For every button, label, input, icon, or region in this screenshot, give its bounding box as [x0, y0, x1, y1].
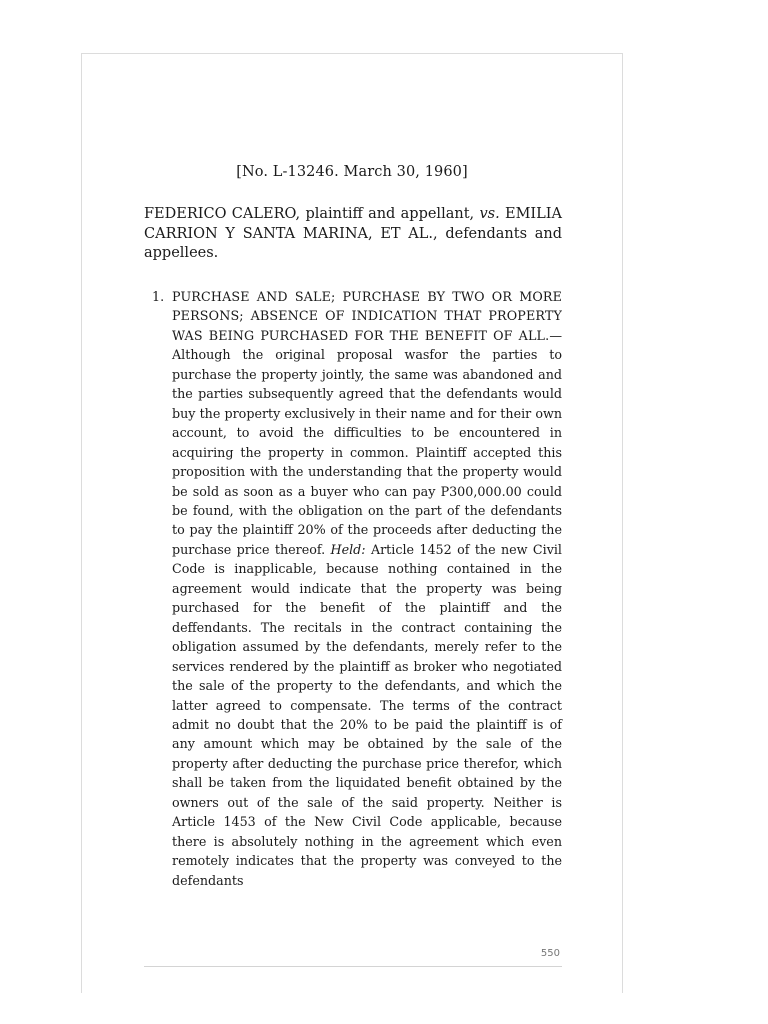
case-parties — [144, 205, 562, 264]
case-number: [No. L-13246. March 30, 1960] — [236, 164, 468, 180]
plaintiff-name: FEDERICO CALERO — [144, 206, 296, 222]
held-label: Held: — [330, 541, 366, 557]
footer-divider — [144, 966, 562, 967]
defendant-role: , defendants and appellees. — [144, 225, 562, 261]
syllabus-heading: PURCHASE AND SALE; PURCHASE BY TWO OR MORE PERSONS; ABSENCE OF INDICATION THAT PROPERTY WAS BEING PURCHASED FOR THE BENEFIT OF ALL. — [172, 289, 562, 343]
defendant-name: EMILIA CARRION Y SANTA MARINA, ET AL. — [144, 206, 562, 242]
syllabus-text: —Although the original proposal wasfor the parties to purchase the property jointly, the same was abandoned and the parties subsequently agreed that the defendants would buy the property exclusively in their name and for their own account, to avoid the difficulties to be encountered in acquiring the property in common. Plaintiff accepted this proposition with the understanding that the property would be sold as soon as a buyer who can pay P300,000.00 could be found, with the obligation on the part of the defendants to pay the plaintiff 20% of the proceeds after deducting the purchase price thereof. — [172, 327, 562, 557]
versus-label: vs. — [479, 206, 500, 222]
syllabus-item — [152, 287, 562, 890]
plaintiff-role: , plaintiff and appellant, — [295, 206, 480, 222]
syllabus-number: 1. — [152, 289, 165, 304]
syllabus-held-text: Article 1452 of the new Civil Code is inapplicable, because nothing contained in the agreement would indicate that the property was being purchased for the benefit of the plaintiff and the deffendants. The recitals in the contract containing the obligation assumed by the defendants, merely refer to the services rendered by the plaintiff as broker who negotiated the sale of the property to the defendants, and which the latter agreed to compensate. The terms of the contract admit no doubt that the 20% to be paid the plaintiff is of any amount which may be obtained by the sale of the property after deducting the purchase price therefor, which shall be taken from the liquidated benefit obtained by the owners out of the sale of the said property. Neither is Article 1453 of the New Civil Code applicable, because there is absolutely nothing in the agreement which even remotely indicates that the property was conveyed to the defendants — [172, 541, 562, 888]
page-number: 550 — [540, 948, 560, 959]
document-page — [81, 53, 623, 993]
